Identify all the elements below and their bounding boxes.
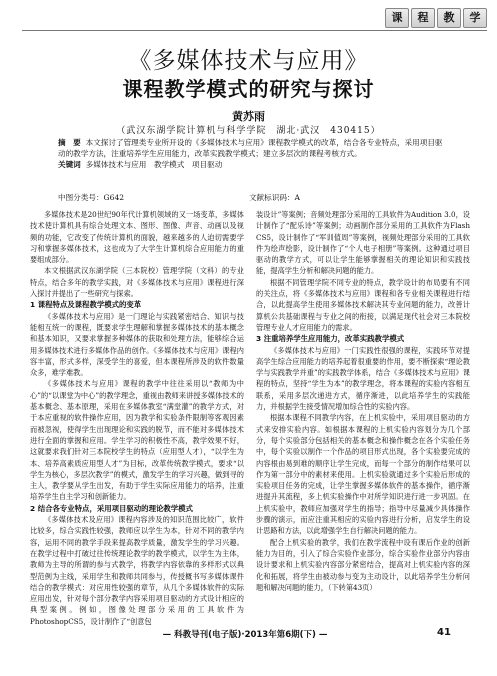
section-tag — [385, 8, 487, 28]
paragraph: 多媒体技术是20世纪90年代计算机领域的又一场变革，多媒体技术使计算机具有综合处理文本、图形、图像、声音、动画以及视频的功能，它改变了传统计算机的面貌，越来越多的人迫切需要学习和掌握多媒体技术，这也成为了大学生计算机综合应用能力的重要组成部分。 — [30, 210, 244, 265]
paragraph: 装设计”等案例；音频处理部分采用的工具软件为Audition 3.0，设计制作了“配乐诗”等案例；动画制作部分采用的工具软件为Flash CS5，设计制作了“军训值周”等案例，视频处理部分采用的工具软件为绘声绘影，设计制作了“个人电子相册”等案例。这种通过项目驱动的教学方式，可以让学生能够掌握相关的理论知识和实践技能，提高学生分析和解决问题的能力。 — [256, 210, 470, 276]
paragraph: 《多媒体技术与应用》一门实践性很强的课程，实践环节对提高学生综合应用能力的培养起着很重要的作用，要不断探索“理论教学与实践教学并重”的实践教学体系，结合《多媒体技术与应用》课程的特点，坚持“学生为本”的教学理念，将本课程的实验内容相互联系，采用多层次递进方式，循序渐进，以此培养学生的实践能力，并根据学生接受情况增加综合性的实验内容。 — [256, 345, 470, 412]
header-divider — [22, 30, 487, 31]
section-tag-char: 课 — [385, 8, 409, 28]
title-line-1: 《多媒体技术与应用》 — [128, 48, 369, 74]
page-number: 41 — [437, 627, 451, 638]
paragraph: 根据本课程不同教学内容，在上机实验中，采用项目驱动的方式来安排实验内容。如根据本课程的上机实验内容划分为几个部分，每个实验部分包括相关的基本概念和操作概念在各个实验任务中，每个实验以制作一个作品的项目形式出现，各个实验要完成的内容根由易到难的顺序让学生完成，而每一个部分的制作结果可以作为第一部分中的素材来使用。上机实验就通过多个实验后形成的实验项目任务的完成，让学生掌握多媒体软件的基本操作，循序渐进提升其流程，多上机实验操作中对所学知识进行进一步巩固。在上机实验中，教师应加强对学生的指导；指导中尽量减少具体操作步骤的演示，而应注重其相应的实验内容进行分析，启发学生的设计思路和方法，以此增强学生自行解决问题的能力。 — [256, 413, 470, 536]
section-heading: 1 课程特点及课程教学模式的变革 — [30, 300, 142, 310]
section-tag-char: 程 — [411, 8, 435, 28]
keywords-text: 多媒体技术与应用 教学模式 项目驱动 — [85, 160, 223, 169]
section-tag-char: 学 — [463, 8, 487, 28]
keywords-label: 关键词 — [58, 160, 81, 169]
section-tag-char: 教 — [437, 8, 461, 28]
classification-line — [58, 192, 450, 203]
body-column-left — [30, 209, 244, 627]
abstract-text: 本文探讨了管理类专业所开设的《多媒体技术与应用》课程教学模式的改革，结合各专业特点，采用项目驱动的教学方法，注重培养学生应用能力，改革实践教学模式；建立多层次的课程考核方式。 — [58, 138, 443, 158]
clc-number: 中图分类号：G642 — [58, 193, 125, 202]
document-code: 文献标识码：A — [248, 193, 300, 202]
title-line-2: 课程教学模式的研究与探讨 — [122, 77, 375, 101]
paragraph: 配合上机实验的教学，我们在教学流程中设有课后作业的创新能力为目的，引入了综合实验作业部分，综合实验作业部分内容由设计要求和上机实验内容部分紧密结合，提高对上机实验内容的深化和拓展，将学生由被动参与变为主动设计，以此培养学生分析问题和解决问题的能力，（下转第43页） — [256, 537, 470, 592]
author-affiliation: （武汉东湖学院计算机与科学学院 湖北·武汉 430415） — [116, 126, 381, 136]
journal-footer: — 科教导刊(电子版)·2013年第6期(下) — — [162, 630, 328, 640]
paragraph: 根据不同管理学院不同专业的特点，教学设计的布局要有不同的关注点，将《多媒体技术与应用》课程和各专业相关课程进行结合，以此提高学生使用多媒体技术解决其专业问题的能力，改善计算机公共基础课程与专业之间的衔接，以满足现代社会对三本院校管理专业人才应用能力的需求。 — [256, 277, 470, 332]
paragraph: 《多媒体技术与应用》是一门理论与实践紧密结合、知识与技能相互统一的课程，既要求学生理解和掌握多媒体技术的基本概念和基本知识，又要求掌握多种媒体的获取和处理方法，能够综合运用多媒体技术进行多媒体作品的创作。《多媒体技术与应用》课程内容丰富，形式多样，深受学生的喜爱，但本课程所涉及的软件数量众多，难学难教。 — [30, 311, 244, 378]
author-name: 黄苏雨 — [232, 110, 265, 123]
section-heading: 3 注重培养学生应用能力，改革实践教学模式 — [256, 334, 405, 344]
abstract — [58, 137, 450, 170]
section-heading: 2 结合各专业特点，采用项目驱动的理论教学模式 — [30, 503, 193, 513]
paragraph: 本文根据武汉东湖学院（三本院校）管理学院（文科）的专业特点，结合多年的教学实践，对《多媒体技术与应用》课程进行深入探讨并提出了一些研究与探索。 — [30, 266, 244, 299]
paragraph: 《多媒体技术及应用》课程内容涉及的知识范围比较广，软件比较多，综合实践性较强，教师应以学生为本，针对不同的教学内容，运用不同的教学手段来提高教学质量，激发学生的学习兴趣。在教学过程中打破过往传统理论教学的教学模式，以学生为主体，教师为主导的所谓的参与式教学，将教学内容依靠的多样形式以典型范例为主线，采用学生和教师共同参与，传授概书写多媒体课件结合的教学模式：对应用性较强的章节，从几个多媒体软件的实际应用出发，针对每个部分教学内容采用项目驱动的方式设计相应的典型案例。例如，图像处理部分采用的工具软件为PhotoshopCS5，设计制作了“创意包 — [30, 515, 244, 626]
body-column-right — [256, 209, 470, 593]
paragraph: 《多媒体技术与应用》课程的教学中往往采用以“教师为中心”的“以课堂为中心”的教学理念，重视由教师来讲授多媒体技术的基本概念、基本原理，采用在多媒体教室“满堂灌”的教学方式，对于本应重视的软件操作应用，因为教学和实验条件限制等客观因素而被忽视，使得学生出现理论和实践的脱节，而不能对多媒体技术进行全面的掌握和应用。学生学习的积极性不高，教学效果不好，这就要求我们针对三本院校学生的特点（应用型人才），“以学生为本、培养高素质应用型人才”为目标，改革传统教学模式，要求“以学生为核心，多层次教学”的模式，激发学生的学习兴趣，做到寻的主人，教学要从学生出发，有助于学生实际应用能力的培养，注重培养学生自主学习和创新能力。 — [30, 379, 244, 502]
abstract-label: 摘 要 — [58, 138, 81, 147]
